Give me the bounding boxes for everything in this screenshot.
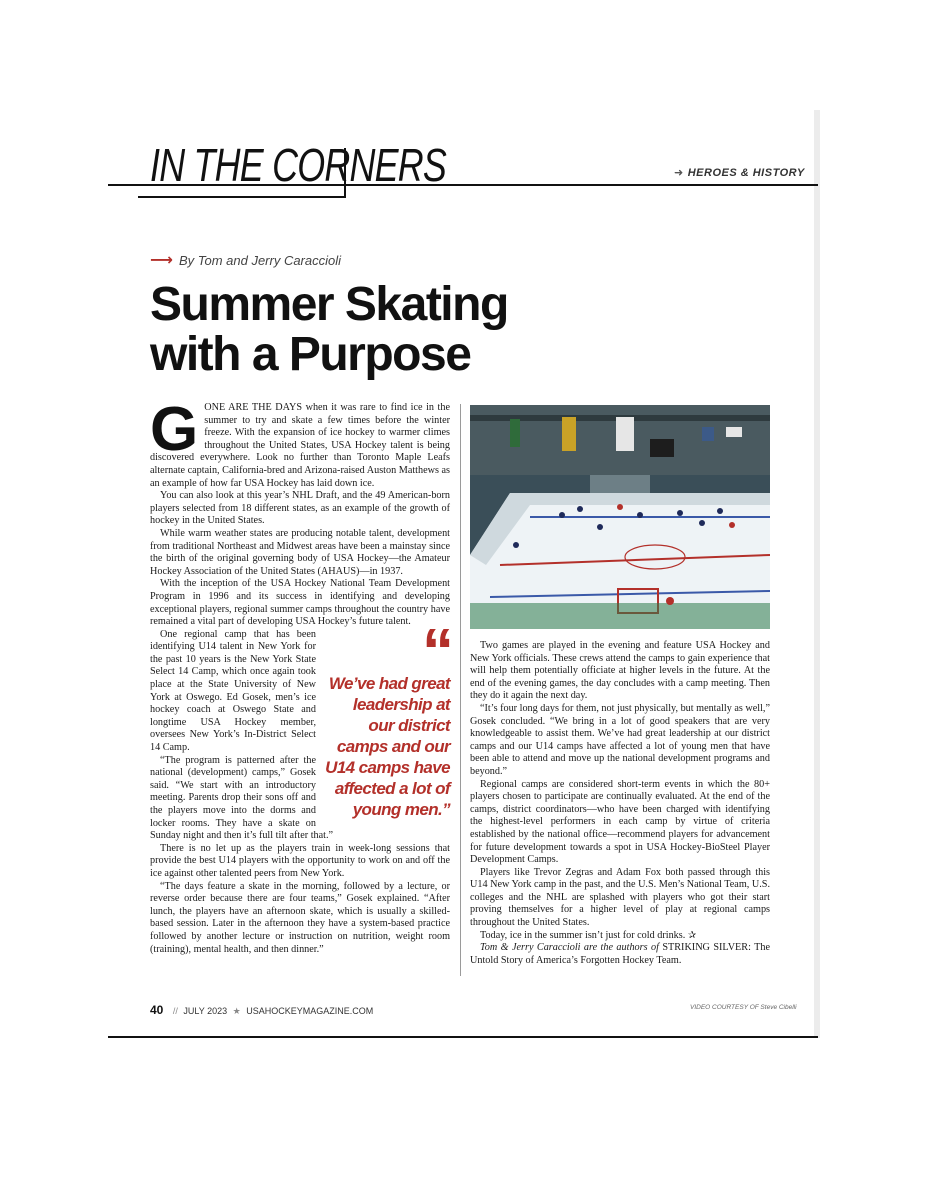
paragraph-text: ONE ARE THE DAYS when it was rare to find ice in the summer to try and skate a few times before the winter freeze. With the expansion of ice hockey to warmer climes throughout the United States, USA Hockey talent is being discovered everywhere. Look no further than Toronto Maple Leafs alternate captain, California-bred and Arizona-raised Auston Matthews as an example of how far USA Hockey has laid down ice. (150, 402, 450, 489)
pull-quote (324, 614, 450, 820)
paragraph: Players like Trevor Zegras and Adam Fox both passed through this U14 New York camp in the past, and the U.S. Men’s National Team, U.S. colleges and the NHL are splashed with players who got their start proving themselves for a higher level of play at regional camps throughout the United States. (470, 866, 770, 929)
issue-date: JULY 2023 (183, 1006, 228, 1016)
section-title: IN THE CORNERS (150, 139, 447, 191)
page-number: 40 (150, 1003, 164, 1017)
headline-line-1: Summer Skating (150, 278, 508, 331)
paragraph: With the inception of the USA Hockey National Team Development Program in 1996 and its success in identifying and developing exceptional players, regional summer camps throughout the country have remained a vital part of developing USA Hockey’s future talent. (150, 578, 450, 628)
arrow-right-icon: ➜ (674, 167, 684, 179)
article-column-left (150, 395, 450, 956)
paragraph: There is no let up as the players train in week-long sessions that provide the best U14 players with the opportunity to work on and off the ice against other talented peers from New York. (150, 842, 450, 879)
photo-credit: VIDEO COURTESY OF Steve Cibelli (690, 1004, 797, 1011)
rink-illustration (470, 405, 770, 629)
byline-text: By Tom and Jerry Caraccioli (178, 253, 342, 268)
page-edge-shadow (814, 110, 820, 1038)
headline (150, 280, 710, 380)
paragraph-text: Today, ice in the summer isn’t just for cold drinks. (480, 929, 686, 941)
arrow-right-icon: ⟶ (150, 252, 173, 269)
author-note (470, 942, 770, 967)
column-divider (460, 404, 461, 976)
headline-line-2: with a Purpose (150, 328, 471, 381)
paragraph (150, 395, 450, 490)
quote-mark-icon: “ (422, 614, 450, 687)
paragraph: One regional camp that has been identifying U14 talent in New York for the past 10 years is the New York State Select 14 Camp, which once again took place at the State University of New York at Oswego. Ed Gosek, men’s ice hockey coach at Oswego State and longtime USA Hockey member, oversees New York’s In-District Select 14 Camp. (150, 628, 316, 754)
photo-hockey-rink (470, 405, 770, 629)
paragraph: “The program is patterned after the national (development) camps,” Gosek said. “We start with an introductory meeting. Parents drop their sons off and the players move into the dorms and locker rooms. They have a skate on Sunday night and then it’s full tilt after that.” (150, 754, 334, 842)
author-note-text: Tom & Jerry Caraccioli are the authors of (480, 942, 659, 954)
drop-cap: G (150, 395, 199, 464)
article-column-right (470, 640, 770, 967)
paragraph: “It’s four long days for them, not just physically, but mentally as well,” Gosek concluded. “We bring in a lot of good speakers that are very knowledgeable to assist them. We’ve had great leadership at our district camps and our U14 camps have affected a lot of young men that have been able to attend and move up the national development programs and beyond.” (470, 702, 770, 777)
author-note-book: STRIKING SILVER: The Untold Story of America’s Forgotten Hockey Team. (470, 942, 770, 966)
footer-separator: // (172, 1006, 178, 1016)
paragraph: While warm weather states are producing notable talent, development from traditional Northeast and Midwest areas have been a mainstay since the birth of the original governing body of USA Hockey—the Amateur Hockey Association of the United States (AHAUS)—in 1937. (150, 527, 450, 577)
pull-quote-text: We’ve had great leadership at our district camps and our U14 camps have affected a lot of young men.” (325, 673, 450, 819)
byline (150, 250, 341, 270)
paragraph: Two games are played in the evening and feature USA Hockey and New York officials. These crews attend the camps to gain experience that will help them potentially officiate at higher levels in the future. At the end of the evening games, the day concludes with a camp meeting. Then they do it again the next day. (470, 640, 770, 702)
section-label (674, 166, 805, 179)
star-icon: ★ (232, 1006, 241, 1016)
section-label-text: HEROES & HISTORY (687, 167, 805, 179)
paragraph: You can also look at this year’s NHL Draft, and the 49 American-born players selected from 18 different states, as an example of the growth of hockey in the United States. (150, 490, 450, 527)
site-url: USAHOCKEYMAGAZINE.COM (246, 1006, 374, 1016)
footer-rule (108, 1036, 818, 1038)
paragraph (470, 930, 770, 943)
page-footer (150, 1003, 373, 1017)
end-mark-icon: ✰ (687, 929, 697, 941)
paragraph: “The days feature a skate in the morning, followed by a lecture, or reverse order because there are four teams,” Gosek explained. “After lunch, the players have an afternoon skate, which is usually a skilled-based session. Later in the afternoon they have a system-based practice followed by another lecture or instruction on nutrition, weight room (training), mental health, and then dinner.” (150, 880, 450, 955)
paragraph: Regional camps are considered short-term events in which the 80+ players chosen to participate are continually evaluated. At the end of the camps, district coordinators—who have been charged with identifying the highest-level performers in each camp by virtue of criteria established by the national office—recommend players for advancement for future development towards a spot in USA Hockey-BioSteel Player Development Camps. (470, 778, 770, 866)
